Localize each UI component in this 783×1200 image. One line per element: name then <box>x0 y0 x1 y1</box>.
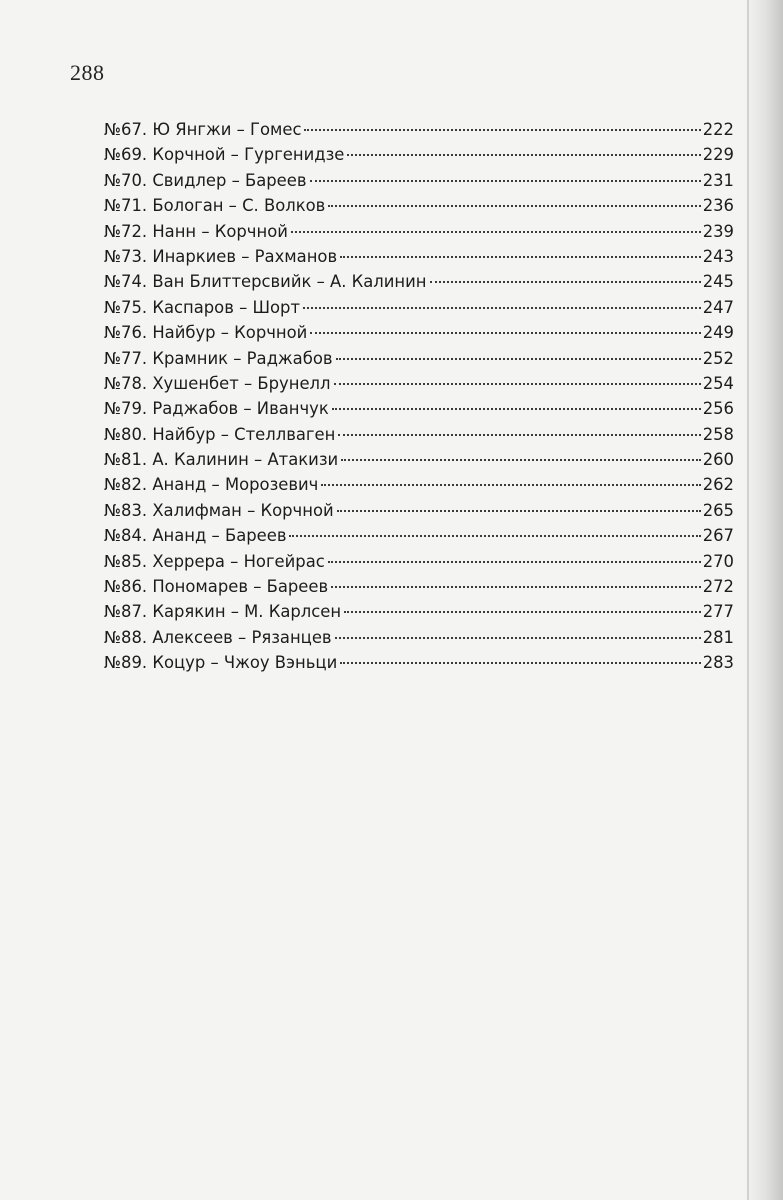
toc-dot-leader <box>303 307 701 309</box>
toc-entry-title: №77. Крамник – Раджабов <box>104 348 333 368</box>
toc-entry <box>104 574 734 599</box>
toc-entry-title: №88. Алексеев – Рязанцев <box>104 627 332 647</box>
toc-entry-page: 231 <box>702 170 734 190</box>
toc-dot-leader <box>335 637 701 639</box>
toc-entry-title: №75. Каспаров – Шорт <box>104 297 300 317</box>
toc-entry-title: №82. Ананд – Морозевич <box>104 475 319 495</box>
toc-dot-leader <box>310 180 701 182</box>
toc-entry-title: №67. Ю Янгжи – Гомес <box>104 120 302 139</box>
toc-entry <box>104 549 734 574</box>
toc-entry-title: №83. Халифман – Корчной <box>104 500 334 520</box>
toc-entry-title: №79. Раджабов – Иванчук <box>104 399 329 419</box>
toc-entry-page: 236 <box>702 196 734 216</box>
toc-dot-leader <box>340 256 701 258</box>
toc-entry-page: 281 <box>702 627 734 647</box>
toc-dot-leader <box>331 586 701 588</box>
table-of-contents <box>104 117 734 676</box>
toc-entry <box>104 193 734 218</box>
toc-dot-leader <box>337 510 701 512</box>
toc-dot-leader <box>340 662 700 664</box>
toc-entry <box>104 498 734 523</box>
toc-entry-title: №84. Ананд – Бареев <box>104 526 287 546</box>
toc-entry-title: №78. Хушенбет – Брунелл <box>104 373 331 393</box>
toc-entry <box>104 295 734 320</box>
toc-entry-page: 243 <box>702 246 734 266</box>
toc-dot-leader <box>328 205 700 207</box>
toc-entry-title: №69. Корчной – Гургенидзе <box>104 145 345 165</box>
toc-entry-page: 272 <box>702 577 734 597</box>
toc-entry-page: 267 <box>702 526 734 546</box>
toc-entry-page: 254 <box>702 373 734 393</box>
toc-entry <box>104 396 734 421</box>
toc-entry <box>104 269 734 294</box>
toc-dot-leader <box>289 535 700 537</box>
toc-entry-page: 260 <box>702 450 734 470</box>
toc-entry-page: 245 <box>702 272 734 292</box>
toc-entry-page: 283 <box>702 653 734 673</box>
toc-entry-title: №81. А. Калинин – Атакизи <box>104 450 339 470</box>
toc-dot-leader <box>344 611 701 613</box>
toc-dot-leader <box>321 484 700 486</box>
page-edge-line <box>747 0 749 1200</box>
toc-entry <box>104 447 734 472</box>
toc-entry-title: №87. Карякин – М. Карлсен <box>104 602 342 622</box>
toc-entry <box>104 142 734 167</box>
toc-dot-leader <box>328 561 701 563</box>
toc-entry-page: 222 <box>702 120 734 139</box>
toc-entry <box>104 599 734 624</box>
toc-entry-page: 277 <box>702 602 734 622</box>
toc-entry-title: №74. Ван Блиттерсвийк – А. Калинин <box>104 272 427 292</box>
toc-entry-title: №86. Пономарев – Бареев <box>104 577 329 597</box>
page-edge-shadow <box>745 0 783 1200</box>
toc-entry <box>104 650 734 675</box>
toc-entry-title: №76. Найбур – Корчной <box>104 323 308 343</box>
toc-entry-page: 249 <box>702 323 734 343</box>
toc-entry-title: №73. Инаркиев – Рахманов <box>104 246 338 266</box>
toc-entry <box>104 625 734 650</box>
toc-entry <box>104 244 734 269</box>
toc-entry-page: 256 <box>702 399 734 419</box>
toc-dot-leader <box>304 129 700 131</box>
toc-entry <box>104 472 734 497</box>
toc-entry-title: №72. Нанн – Корчной <box>104 221 288 241</box>
toc-entry-page: 258 <box>702 424 734 444</box>
toc-entry-title: №71. Бологан – С. Волков <box>104 196 326 216</box>
toc-entry <box>104 219 734 244</box>
page-number: 288 <box>70 60 105 85</box>
toc-dot-leader <box>338 434 700 436</box>
toc-entry <box>104 320 734 345</box>
toc-dot-leader <box>430 281 701 283</box>
toc-dot-leader <box>347 154 700 156</box>
toc-dot-leader <box>332 408 701 410</box>
toc-entry <box>104 117 734 142</box>
toc-dot-leader <box>334 383 701 385</box>
toc-entry-title: №80. Найбур – Стеллваген <box>104 424 336 444</box>
toc-entry-page: 262 <box>702 475 734 495</box>
toc-entry-page: 270 <box>702 551 734 571</box>
toc-entry-page: 239 <box>702 221 734 241</box>
toc-dot-leader <box>336 358 701 360</box>
toc-entry-page: 247 <box>702 297 734 317</box>
toc-entry <box>104 422 734 447</box>
toc-entry <box>104 523 734 548</box>
toc-entry-page: 252 <box>702 348 734 368</box>
toc-entry-page: 229 <box>702 145 734 165</box>
toc-dot-leader <box>291 231 701 233</box>
toc-entry-title: №85. Херрера – Ногейрас <box>104 551 325 571</box>
toc-entry-title: №70. Свидлер – Бареев <box>104 170 307 190</box>
toc-dot-leader <box>341 459 701 461</box>
toc-entry-title: №89. Коцур – Чжоу Вэньци <box>104 653 338 673</box>
toc-entry-page: 265 <box>702 500 734 520</box>
toc-entry <box>104 346 734 371</box>
toc-entry <box>104 371 734 396</box>
toc-dot-leader <box>310 332 700 334</box>
toc-entry <box>104 168 734 193</box>
